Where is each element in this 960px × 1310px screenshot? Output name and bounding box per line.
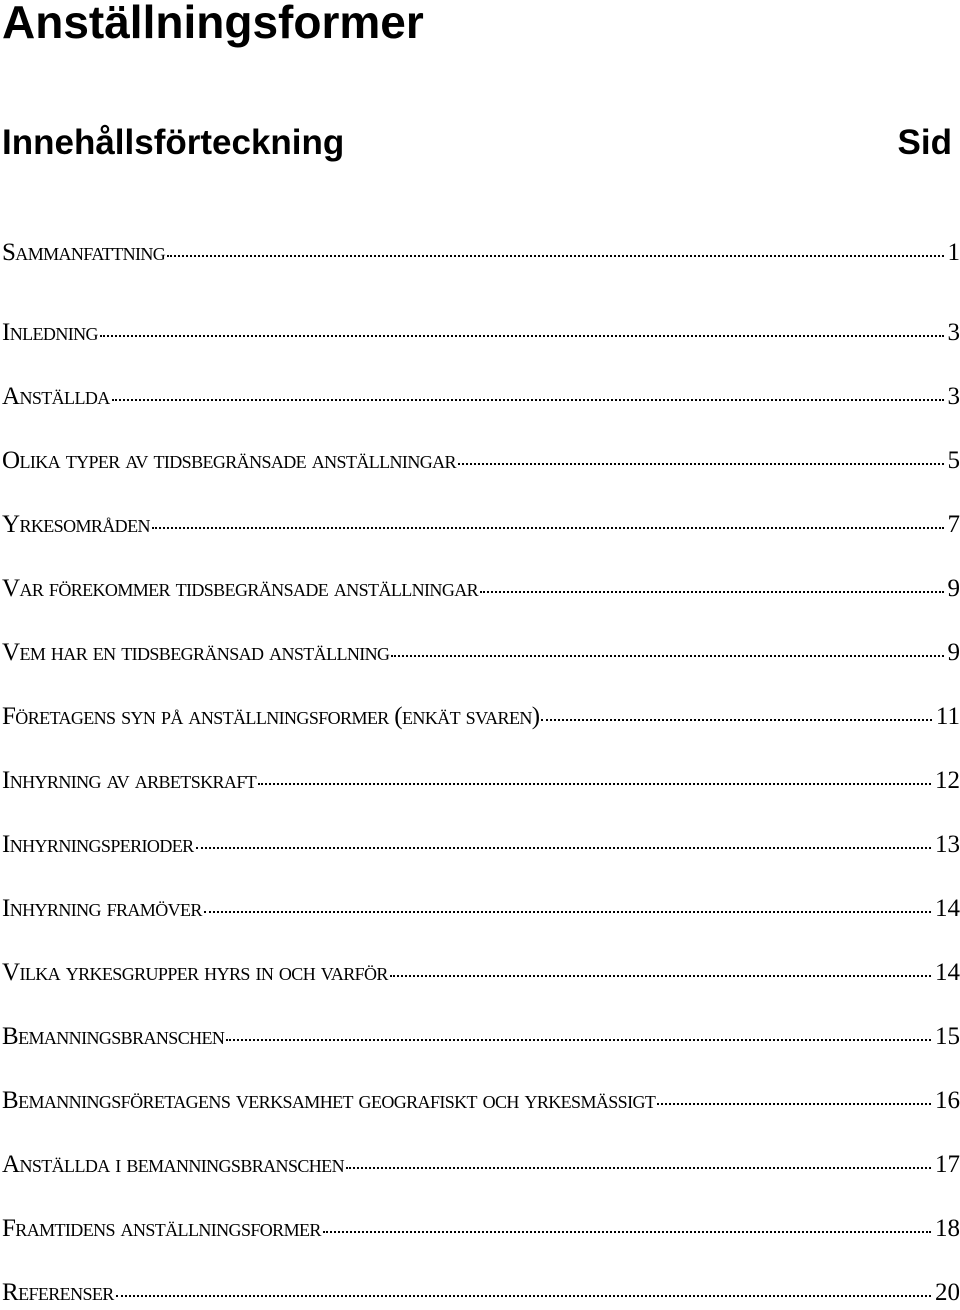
toc-entry-label[interactable]: Inhyrning framöver xyxy=(2,892,202,926)
toc-entry-inhyrning-arbetskraft[interactable] xyxy=(2,764,960,798)
dot-leader xyxy=(116,1291,931,1297)
toc-entry-page: 12 xyxy=(935,764,960,798)
dot-leader xyxy=(480,587,943,593)
toc-entry-label[interactable]: Inhyrningsperioder xyxy=(2,828,194,862)
dot-leader xyxy=(657,1099,931,1105)
toc-entry-label[interactable]: Vem har en tidsbegränsad anställning xyxy=(2,636,389,670)
toc-entry-vilka-yrkesgrupper[interactable] xyxy=(2,956,960,990)
toc-entry-page: 18 xyxy=(935,1212,960,1246)
toc-entry-vem-har[interactable] xyxy=(2,636,960,670)
toc-entry-framtidens-anstallningsformer[interactable] xyxy=(2,1212,960,1246)
toc-entry-page: 3 xyxy=(948,316,960,350)
toc-entry-bemanningsbranschen[interactable] xyxy=(2,1020,960,1054)
toc-entry-sammanfattning[interactable] xyxy=(2,236,960,270)
dot-leader xyxy=(391,651,943,657)
toc-entry-page: 9 xyxy=(948,572,960,606)
toc-entry-page: 20 xyxy=(935,1276,960,1310)
toc-entry-page: 7 xyxy=(948,508,960,542)
toc-entry-page: 14 xyxy=(935,956,960,990)
toc-entry-page: 11 xyxy=(936,700,960,734)
toc-entry-referenser[interactable] xyxy=(2,1276,960,1310)
toc-entry-bemanningsforetagens-verksamhet[interactable] xyxy=(2,1084,960,1118)
dot-leader xyxy=(541,715,931,721)
toc-entry-label[interactable]: Vilka yrkesgrupper hyrs in och varför xyxy=(2,956,388,990)
toc-entry-inhyrningsperioder[interactable] xyxy=(2,828,960,862)
dot-leader xyxy=(152,523,944,529)
toc-entry-page: 3 xyxy=(948,380,960,414)
toc-entry-label[interactable]: Inledning xyxy=(2,316,98,350)
dot-leader xyxy=(323,1227,931,1233)
dot-leader xyxy=(458,459,944,465)
toc-entry-page: 16 xyxy=(935,1084,960,1118)
toc-entry-anstallda-bemanningsbranschen[interactable] xyxy=(2,1148,960,1182)
toc-entry-label[interactable]: Anställda i bemanningsbranschen xyxy=(2,1148,344,1182)
toc-entry-page: 1 xyxy=(948,236,960,270)
toc-entry-label[interactable]: Inhyrning av arbetskraft xyxy=(2,764,256,798)
toc-entry-inhyrning-framover[interactable] xyxy=(2,892,960,926)
toc-entry-anstallda[interactable] xyxy=(2,380,960,414)
dot-leader xyxy=(346,1163,931,1169)
document-title: Anställningsformer xyxy=(2,0,424,50)
toc-entry-page: 17 xyxy=(935,1148,960,1182)
toc-entry-label[interactable]: Bemanningsföretagens verksamhet geografiskt och yrkesmässigt xyxy=(2,1084,655,1118)
toc-entry-label[interactable]: Företagens syn på anställningsformer (enkät svaren) xyxy=(2,700,539,734)
toc-entry-page: 5 xyxy=(948,444,960,478)
dot-leader xyxy=(390,971,931,977)
toc-header xyxy=(2,120,952,166)
toc-entry-page: 14 xyxy=(935,892,960,926)
page-column-label: Sid xyxy=(898,123,952,163)
toc-entry-page: 13 xyxy=(935,828,960,862)
toc-entry-page: 9 xyxy=(948,636,960,670)
dot-leader xyxy=(100,331,944,337)
toc-entry-label[interactable]: Framtidens anställningsformer xyxy=(2,1212,321,1246)
toc-entry-label[interactable]: Sammanfattning xyxy=(2,236,165,270)
toc-entry-label[interactable]: Anställda xyxy=(2,380,110,414)
toc-entry-page: 15 xyxy=(935,1020,960,1054)
toc-entry-inledning[interactable] xyxy=(2,316,960,350)
toc-entry-label[interactable]: Referenser xyxy=(2,1276,114,1310)
dot-leader xyxy=(196,843,931,849)
toc-entry-var-forekommer[interactable] xyxy=(2,572,960,606)
toc-entry-olika-typer[interactable] xyxy=(2,444,960,478)
toc-entry-label[interactable]: Olika typer av tidsbegränsade anställningar xyxy=(2,444,456,478)
toc-entry-label[interactable]: Bemanningsbranschen xyxy=(2,1020,224,1054)
dot-leader xyxy=(167,251,943,257)
dot-leader xyxy=(112,395,944,401)
toc-heading: Innehållsförteckning xyxy=(2,123,344,163)
toc-entry-label[interactable]: Var förekommer tidsbegränsade anställningar xyxy=(2,572,478,606)
dot-leader xyxy=(258,779,931,785)
dot-leader xyxy=(204,907,931,913)
dot-leader xyxy=(226,1035,931,1041)
toc-entry-label[interactable]: Yrkesområden xyxy=(2,508,150,542)
toc-entry-yrkesomraden[interactable] xyxy=(2,508,960,542)
toc-entry-foretagens-syn[interactable] xyxy=(2,700,960,734)
